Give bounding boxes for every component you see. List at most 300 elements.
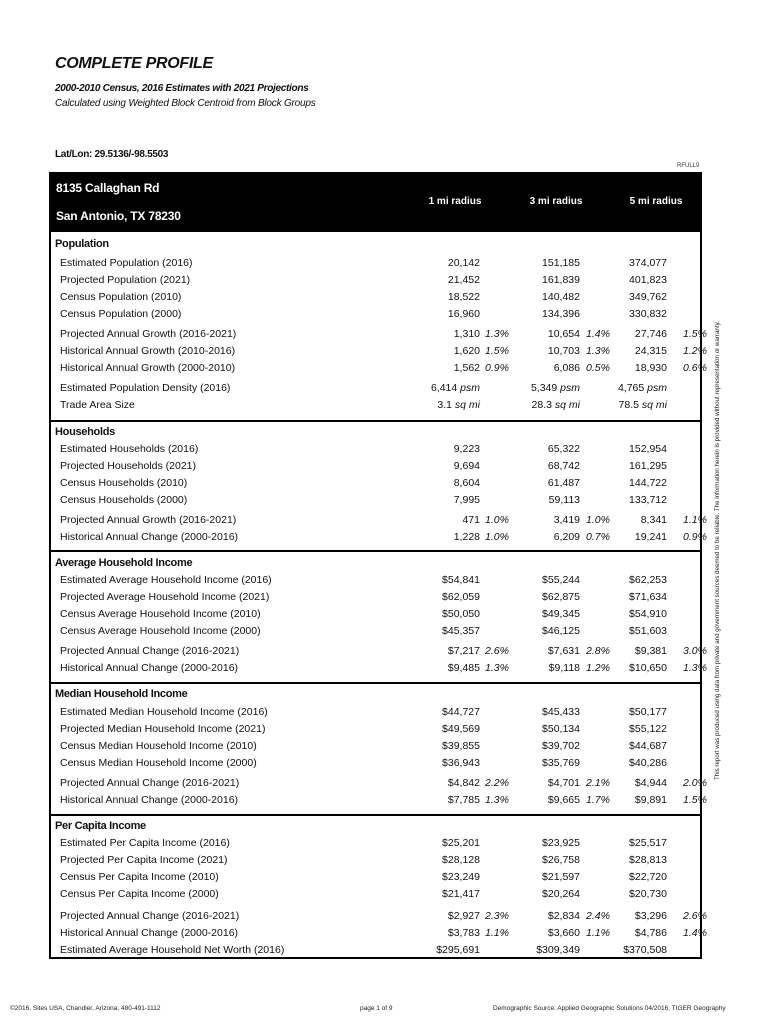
value-5mi [629, 706, 667, 718]
value-number: 8,341 [640, 514, 667, 526]
value-3mi [542, 291, 580, 303]
value-number: $51,603 [629, 625, 667, 637]
address-line-2: San Antonio, TX 78230 [56, 209, 181, 223]
value-3mi [548, 328, 580, 340]
row-label: Projected Population (2021) [60, 274, 191, 286]
row-label: Projected Annual Change (2016-2021) [60, 910, 240, 922]
value-number: $50,134 [542, 723, 580, 735]
value-5mi [635, 531, 667, 543]
table-row [51, 757, 700, 774]
value-number: $4,701 [547, 777, 580, 789]
percent-5mi: 1.1% [683, 514, 707, 526]
value-1mi [442, 625, 480, 637]
value-number: 10,654 [547, 328, 580, 340]
percent-5mi: 1.2% [683, 345, 707, 357]
table-row [51, 888, 700, 905]
value-5mi [629, 257, 667, 269]
address-line-1: 8135 Callaghan Rd [56, 181, 160, 195]
value-number: 330,832 [629, 308, 667, 320]
value-1mi [448, 257, 480, 269]
value-1mi [436, 944, 480, 956]
value-3mi [548, 460, 580, 472]
value-number: 152,954 [629, 443, 667, 455]
percent-5mi: 0.6% [683, 362, 707, 374]
value-number: $21,417 [442, 888, 480, 900]
value-3mi [542, 591, 580, 603]
value-number: $3,660 [547, 927, 580, 939]
value-1mi [442, 591, 480, 603]
value-5mi [629, 871, 667, 883]
value-unit: sq mi [454, 399, 480, 411]
value-1mi [454, 460, 480, 472]
row-label: Trade Area Size [60, 399, 135, 411]
value-number: $7,785 [447, 794, 480, 806]
table-row [51, 328, 707, 345]
value-number: $2,834 [547, 910, 580, 922]
value-number: 1,562 [453, 362, 480, 374]
percent-1mi: 1.0% [485, 514, 509, 526]
table-row [51, 645, 707, 662]
value-number: 4,765 [617, 382, 645, 394]
footer-copyright: ©2016, Sites USA, Chandler, Arizona, 480-491-1112 [10, 1005, 161, 1012]
value-3mi [536, 944, 580, 956]
table-row [51, 927, 707, 944]
value-number: 401,823 [629, 274, 667, 286]
value-number: $54,910 [629, 608, 667, 620]
percent-5mi: 1.4% [683, 927, 707, 939]
value-number: $25,517 [629, 837, 667, 849]
value-number: $71,634 [629, 591, 667, 603]
percent-5mi: 1.5% [683, 328, 707, 340]
row-label: Projected Average Household Income (2021) [60, 591, 270, 603]
value-number: $4,944 [634, 777, 667, 789]
value-number: $35,769 [542, 757, 580, 769]
value-number: $55,244 [542, 574, 580, 586]
footer-page-number: page 1 of 9 [360, 1005, 393, 1012]
row-label: Estimated Per Capita Income (2016) [60, 837, 230, 849]
percent-1mi: 1.3% [485, 794, 509, 806]
value-number: 6,086 [553, 362, 580, 374]
value-1mi [442, 723, 480, 735]
value-number: $36,943 [442, 757, 480, 769]
section-divider [51, 682, 700, 684]
value-number: $62,059 [442, 591, 480, 603]
table-row [51, 362, 707, 379]
table-row [51, 794, 707, 811]
value-5mi [629, 837, 667, 849]
table-row [51, 910, 707, 927]
value-1mi [431, 382, 480, 394]
row-label: Projected Annual Change (2016-2021) [60, 645, 240, 657]
value-number: $9,118 [548, 662, 580, 674]
value-number: $9,485 [447, 662, 480, 674]
value-number: 28.3 [531, 399, 552, 411]
value-1mi [454, 531, 480, 543]
value-3mi [542, 274, 580, 286]
value-number: $39,855 [442, 740, 480, 752]
value-number: 6,414 [430, 382, 458, 394]
value-3mi [548, 477, 580, 489]
value-number: $49,569 [442, 723, 480, 735]
value-5mi [635, 777, 667, 789]
value-3mi [532, 399, 580, 411]
value-number: 471 [462, 514, 480, 526]
row-label: Estimated Population (2016) [60, 257, 193, 269]
percent-3mi: 0.7% [586, 531, 610, 543]
value-number: 59,113 [548, 494, 580, 506]
value-5mi [629, 494, 667, 506]
percent-1mi: 1.3% [485, 662, 509, 674]
value-number: 65,322 [547, 443, 580, 455]
value-number: $40,286 [629, 757, 667, 769]
value-5mi [629, 574, 667, 586]
value-number: $25,201 [442, 837, 480, 849]
row-label: Projected Per Capita Income (2021) [60, 854, 228, 866]
table-row [51, 706, 700, 723]
row-label: Census Median Household Income (2000) [60, 757, 257, 769]
value-1mi [442, 574, 480, 586]
value-number: $54,841 [442, 574, 480, 586]
table-row [51, 837, 700, 854]
value-3mi [542, 257, 580, 269]
table-row [51, 477, 700, 494]
percent-5mi: 3.0% [683, 645, 707, 657]
report-code: RFULL9 [677, 163, 700, 169]
value-number: $44,687 [629, 740, 667, 752]
table-row [51, 944, 700, 961]
value-number: 9,694 [453, 460, 480, 472]
value-number: 134,396 [542, 308, 580, 320]
value-number: 8,604 [453, 477, 480, 489]
value-5mi [635, 328, 667, 340]
table-row [51, 514, 707, 531]
value-number: 1,620 [453, 345, 480, 357]
value-5mi [635, 910, 667, 922]
table-row [51, 291, 700, 308]
value-number: $2,927 [447, 910, 480, 922]
row-label: Census Per Capita Income (2000) [60, 888, 219, 900]
percent-5mi: 2.0% [683, 777, 707, 789]
value-3mi [548, 910, 580, 922]
value-number: 24,315 [634, 345, 667, 357]
value-5mi [618, 382, 667, 394]
value-5mi [619, 399, 667, 411]
percent-1mi: 1.5% [485, 345, 509, 357]
value-number: $44,727 [442, 706, 480, 718]
value-1mi [454, 345, 480, 357]
value-number: $7,631 [547, 645, 580, 657]
value-1mi [437, 399, 480, 411]
table-row [51, 257, 700, 274]
percent-1mi: 2.6% [485, 645, 509, 657]
value-number: $39,702 [542, 740, 580, 752]
row-label: Projected Annual Growth (2016-2021) [60, 514, 237, 526]
value-3mi [548, 777, 580, 789]
row-label: Historical Annual Change (2000-2016) [60, 662, 239, 674]
value-1mi [462, 514, 480, 526]
value-1mi [442, 757, 480, 769]
value-number: 21,452 [447, 274, 480, 286]
footer-data-source: Demographic Source: Applied Geographic Solutions 04/2016, TIGER Geography [493, 1005, 726, 1012]
value-number: $23,925 [542, 837, 580, 849]
value-3mi [554, 531, 580, 543]
value-1mi [448, 308, 480, 320]
percent-3mi: 2.1% [586, 777, 610, 789]
value-5mi [629, 740, 667, 752]
value-number: $45,433 [542, 706, 580, 718]
value-number: 16,960 [447, 308, 480, 320]
row-label: Census Households (2010) [60, 477, 188, 489]
value-number: 9,223 [453, 443, 480, 455]
value-number: 27,746 [634, 328, 667, 340]
value-3mi [542, 757, 580, 769]
report-title: COMPLETE PROFILE [55, 55, 213, 72]
percent-3mi: 1.7% [586, 794, 610, 806]
row-label: Historical Annual Growth (2000-2010) [60, 362, 236, 374]
value-number: $28,813 [629, 854, 667, 866]
section-title: Population [55, 238, 109, 250]
row-label: Census Per Capita Income (2010) [60, 871, 219, 883]
value-5mi [629, 888, 667, 900]
percent-1mi: 1.0% [485, 531, 509, 543]
value-1mi [454, 443, 480, 455]
value-number: 18,930 [634, 362, 667, 374]
value-number: $62,875 [542, 591, 580, 603]
table-row [51, 274, 700, 291]
value-number: $21,597 [542, 871, 580, 883]
value-5mi [629, 625, 667, 637]
percent-1mi: 2.3% [485, 910, 509, 922]
col-header-5mi: 5 mi radius [629, 196, 683, 207]
value-5mi [623, 944, 667, 956]
table-row [51, 531, 707, 548]
percent-1mi: 1.1% [485, 927, 509, 939]
row-label: Census Households (2000) [60, 494, 188, 506]
value-3mi [542, 888, 580, 900]
section-divider [51, 550, 700, 552]
value-number: $309,349 [536, 944, 580, 956]
report-subtitle: 2000-2010 Census, 2016 Estimates with 2021 Projections [55, 83, 309, 94]
table-row [51, 399, 700, 416]
value-unit: sq mi [641, 399, 667, 411]
value-number: 18,522 [447, 291, 480, 303]
value-3mi [542, 723, 580, 735]
section-title: Per Capita Income [55, 820, 146, 832]
table-row [51, 625, 700, 642]
value-number: 20,142 [447, 257, 480, 269]
value-3mi [542, 308, 580, 320]
table-row [51, 591, 700, 608]
value-number: $45,357 [442, 625, 480, 637]
value-number: $50,050 [442, 608, 480, 620]
value-5mi [629, 308, 667, 320]
value-number: $9,665 [547, 794, 580, 806]
percent-1mi: 1.3% [485, 328, 509, 340]
value-number: $55,122 [629, 723, 667, 735]
value-5mi [629, 274, 667, 286]
value-number: 140,482 [542, 291, 580, 303]
percent-3mi: 2.8% [586, 645, 610, 657]
value-3mi [531, 382, 580, 394]
value-1mi [448, 777, 480, 789]
table-row [51, 494, 700, 511]
value-number: $295,691 [436, 944, 480, 956]
col-header-1mi: 1 mi radius [428, 196, 482, 207]
value-number: 68,742 [547, 460, 580, 472]
value-5mi [629, 460, 667, 472]
table-row [51, 854, 700, 871]
percent-3mi: 1.3% [586, 345, 610, 357]
profile-table [49, 172, 707, 959]
value-1mi [442, 608, 480, 620]
table-row [51, 345, 707, 362]
value-3mi [548, 443, 580, 455]
section-title: Households [55, 426, 115, 438]
row-label: Census Population (2010) [60, 291, 182, 303]
table-row [51, 608, 700, 625]
percent-5mi: 2.6% [683, 910, 707, 922]
value-5mi [641, 514, 667, 526]
value-5mi [629, 477, 667, 489]
table-row [51, 308, 700, 325]
value-1mi [442, 854, 480, 866]
value-1mi [448, 910, 480, 922]
value-number: 1,228 [453, 531, 480, 543]
table-row [51, 777, 707, 794]
col-header-3mi: 3 mi radius [529, 196, 583, 207]
row-label: Projected Median Household Income (2021) [60, 723, 266, 735]
percent-3mi: 1.1% [586, 927, 610, 939]
value-number: $3,296 [634, 910, 667, 922]
value-3mi [548, 927, 580, 939]
value-3mi [548, 794, 580, 806]
value-1mi [448, 662, 480, 674]
value-1mi [454, 362, 480, 374]
value-5mi [635, 794, 667, 806]
table-row [51, 382, 700, 399]
value-number: $26,758 [542, 854, 580, 866]
value-number: $4,842 [447, 777, 480, 789]
value-number: 6,209 [553, 531, 580, 543]
value-number: 5,349 [530, 382, 558, 394]
value-3mi [548, 645, 580, 657]
value-5mi [635, 645, 667, 657]
value-number: 19,241 [634, 531, 667, 543]
row-label: Estimated Population Density (2016) [60, 382, 231, 394]
value-3mi [549, 662, 580, 674]
value-number: $7,217 [447, 645, 480, 657]
value-1mi [448, 291, 480, 303]
value-number: 7,995 [453, 494, 480, 506]
percent-5mi: 1.3% [683, 662, 707, 674]
value-1mi [454, 477, 480, 489]
value-unit: sq mi [554, 399, 580, 411]
value-number: $46,125 [542, 625, 580, 637]
value-1mi [448, 927, 480, 939]
percent-3mi: 0.5% [586, 362, 610, 374]
value-number: $20,264 [542, 888, 580, 900]
value-number: 61,487 [547, 477, 580, 489]
row-label: Estimated Average Household Income (2016) [60, 574, 272, 586]
section-divider [51, 420, 700, 422]
lat-lon: Lat/Lon: 29.5136/-98.5503 [55, 149, 169, 160]
value-3mi [542, 625, 580, 637]
value-5mi [629, 757, 667, 769]
value-1mi [442, 740, 480, 752]
row-label: Projected Annual Change (2016-2021) [60, 777, 240, 789]
value-number: 3.1 [437, 399, 452, 411]
value-1mi [442, 706, 480, 718]
value-1mi [454, 494, 480, 506]
row-label: Census Average Household Income (2000) [60, 625, 261, 637]
row-label: Census Average Household Income (2010) [60, 608, 261, 620]
value-1mi [442, 871, 480, 883]
value-3mi [542, 574, 580, 586]
value-number: 144,722 [629, 477, 667, 489]
percent-1mi: 2.2% [485, 777, 509, 789]
row-label: Projected Households (2021) [60, 460, 196, 472]
percent-3mi: 2.4% [586, 910, 610, 922]
value-3mi [542, 837, 580, 849]
value-5mi [629, 854, 667, 866]
table-row [51, 662, 707, 679]
value-3mi [548, 345, 580, 357]
value-5mi [635, 345, 667, 357]
row-label: Historical Annual Change (2000-2016) [60, 794, 239, 806]
value-3mi [542, 608, 580, 620]
value-number: 151,185 [542, 257, 580, 269]
value-3mi [554, 362, 580, 374]
value-number: $50,177 [629, 706, 667, 718]
value-number: 161,839 [542, 274, 580, 286]
value-3mi [542, 740, 580, 752]
value-5mi [629, 591, 667, 603]
row-label: Census Median Household Income (2010) [60, 740, 257, 752]
row-label: Estimated Households (2016) [60, 443, 199, 455]
value-1mi [448, 645, 480, 657]
percent-3mi: 1.0% [586, 514, 610, 526]
value-number: $10,650 [629, 662, 667, 674]
value-1mi [442, 837, 480, 849]
percent-3mi: 1.4% [586, 328, 610, 340]
value-number: 374,077 [629, 257, 667, 269]
percent-3mi: 1.2% [586, 662, 610, 674]
value-number: $62,253 [629, 574, 667, 586]
table-row [51, 740, 700, 757]
row-label: Historical Annual Change (2000-2016) [60, 927, 239, 939]
value-number: $22,720 [629, 871, 667, 883]
table-row [51, 443, 700, 460]
value-number: 78.5 [618, 399, 639, 411]
report-method-note: Calculated using Weighted Block Centroid from Block Groups [55, 98, 316, 109]
table-row [51, 871, 700, 888]
table-header [51, 174, 700, 232]
value-number: $28,128 [442, 854, 480, 866]
value-1mi [448, 274, 480, 286]
disclaimer-side-note: This report was produced using data from private and government sources deemed to be reliable. The information herein is provided without representation or warranty. [714, 321, 721, 780]
row-label: Historical Annual Change (2000-2016) [60, 531, 239, 543]
value-5mi [635, 927, 667, 939]
value-5mi [635, 362, 667, 374]
row-label: Historical Annual Growth (2010-2016) [60, 345, 236, 357]
value-number: 349,762 [629, 291, 667, 303]
value-number: 133,712 [629, 494, 667, 506]
percent-1mi: 0.9% [485, 362, 509, 374]
value-5mi [629, 608, 667, 620]
value-5mi [629, 291, 667, 303]
value-1mi [442, 888, 480, 900]
section-title: Median Household Income [55, 688, 188, 700]
